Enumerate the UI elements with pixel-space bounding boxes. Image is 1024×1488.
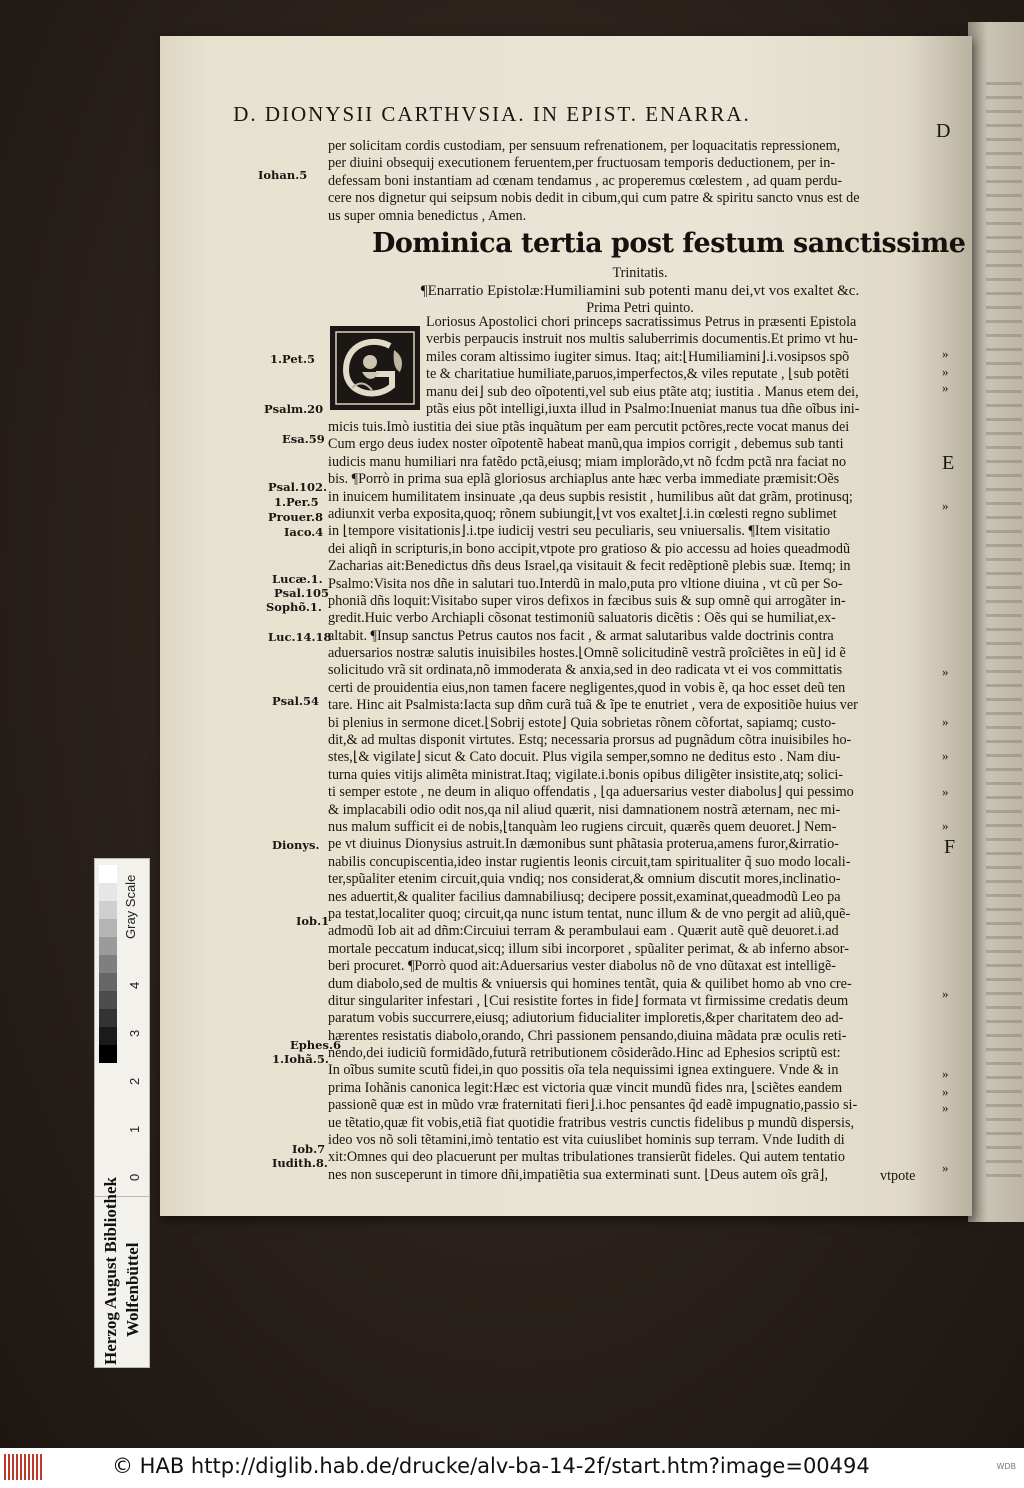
margin-note: 1.Pet.5	[270, 352, 315, 366]
text-line: turna quies vitijs alimẽta ministrat.Itaq; vigilate.i.bonis opibus diligẽter insistite,atq; solici-	[328, 766, 844, 783]
gray-swatch	[99, 937, 117, 955]
quote-mark: »	[942, 714, 949, 729]
text-line: gredit.Huic verbo Archiapli cõsonat testimoniũ saluatoris dicẽtis : Oẽs qui se humiliat,ex-	[328, 610, 836, 627]
text-line: adiunxit verba exposita,quoq; rõnem subiungit,⌊vt vos exaltet⌋.i.in cœlesti regno sublimet	[328, 505, 837, 522]
text-line: iudicis manu humiliari nra fatẽdo pctã,eiusq; miam implorãdo,vt nõ fcdm pctã nra faciat no	[328, 453, 847, 470]
margin-note: Lucæ.1.	[272, 572, 323, 586]
quote-mark: »	[942, 380, 949, 395]
text-line: per solicitam cordis custodiam, per sensuum refrenationem, per loquacitatis repressionem,	[328, 138, 841, 154]
text-line: verbis perpaucis instruit nos multis saluberrimis documentis.Et primo vt hu-	[426, 331, 858, 348]
initial-side-text	[426, 314, 946, 418]
hab-logo-icon	[4, 1454, 46, 1482]
text-line: dum diabolo,sed de multis & vniuersis qui homines tentãt, quia & quilibet homo ab vno cre-	[328, 975, 852, 992]
margin-note: 1.Iohã.5.	[272, 1052, 329, 1066]
margin-note: Sophõ.1.	[266, 600, 322, 614]
ruler-number: 2	[127, 1077, 142, 1085]
text-line: per diuini obsequij executionem feruentem,per fructuosam temporis deductionem, per in-	[328, 155, 836, 172]
text-line: pe vt diuinus Dionysius astruit.In dæmonibus sunt phãtasia proterua,amens furor,&irratio-	[328, 836, 839, 853]
ruler-labels	[121, 859, 149, 1197]
gray-swatch	[99, 919, 117, 937]
gray-swatch	[99, 901, 117, 919]
text-line: in inuicem humilitatem insinuate ,qa deus supbis resistit , humilibus aũt dat grãm, protinusq;	[328, 488, 853, 505]
text-line: Psalmo:Visita nos dñe in salutari tuo.Interdũ in malo,puta pro vltione diuina , vt cũ per So-	[328, 575, 843, 592]
intro-text	[328, 138, 940, 225]
text-line: bi plenius in sermone dicet.⌊Sobrij estote⌋ Quia sobrietas rõnem cõfortat, sapiamq; custo-	[328, 714, 836, 731]
text-line: ti semper estote , ne deum in aliquo offendatis , ⌊qa aduersarius vester diabolus⌋ qui pessimo	[328, 784, 854, 801]
gray-scale-label: Gray Scale	[123, 874, 138, 939]
main-body-text	[328, 419, 946, 1184]
margin-note: Dionys.	[272, 838, 320, 852]
text-line: xit:Omnes qui deo placuerunt per multas tribulationes transierũt fideles. Qui autem tentatio	[328, 1149, 845, 1166]
gray-swatch	[99, 865, 117, 883]
text-line: ditur singulariter infestari , ⌊Cui resistite fortes in fide⌋ formata vt firmissime credatis deum	[328, 992, 849, 1009]
text-line: altabit. ¶Insup sanctus Petrus cautos nos facit , & armat salutaribus valde doctrinis contra	[328, 627, 834, 644]
section-title: Dominica tertia post festum sanctissime	[372, 228, 966, 259]
margin-note: Iaco.4	[284, 525, 324, 539]
quote-mark: »	[942, 364, 949, 379]
text-line: & implacabili odio odit nos,qa nil aliud quærit, nisi damnationem nostrã æternam, nec mi-	[328, 801, 841, 818]
library-label-strip	[94, 1177, 150, 1368]
text-line: passionẽ quæ est in mũdo vræ fraternitati fieri⌋.i.hoc pensantes q̃d eadẽ impugnatio,passio si-	[328, 1097, 858, 1114]
margin-note: Psal.54	[272, 694, 319, 708]
text-line: ue tẽtatio,quæ fit vobis,etiã fiat quotidie fratribus vestris cunctis fidelibus p mundũ dispersis,	[328, 1114, 855, 1131]
text-line: hærentes resistatis diabolo,orando, Chri passionem pensando,diuina mãdata præ oculis reti-	[328, 1027, 847, 1044]
quote-mark: »	[942, 346, 949, 361]
margin-note: Psal.105	[274, 586, 329, 600]
margin-note: Iohan.5	[258, 168, 308, 182]
epistle-subtitle: ¶Enarratio Epistolæ:Humiliamini sub potenti manu dei,vt vos exaltet &c.	[420, 283, 860, 299]
text-line: nes non susceperunt in timore dñi,impatiẽtia sua exterminati sunt. ⌊Deus autem oĩs grã⌋,	[328, 1166, 829, 1183]
text-line: certi de prouidentia eius,non tamen facere negligentes,quod in vobis ẽ, qa hoc esset deũ ten	[328, 679, 846, 696]
text-line: solicitudo vrã sit ordinata,nõ immoderata & anxia,sed in deo radicata vt ei vos committatis	[328, 662, 843, 679]
gray-swatch	[99, 955, 117, 973]
text-line: bis. ¶Porrò in prima sua eplã gloriosus archiaplus ante hæc verba immediate præmisit:Oẽs	[328, 471, 840, 488]
facing-page-text	[986, 82, 1022, 1182]
text-line: manu dei⌋ sub deo oĩpotenti,vel sub eius ptãte atq; iustitia . Manus etem dei,	[426, 383, 859, 400]
signature-letter-e: E	[942, 452, 955, 474]
quote-mark: »	[942, 1160, 949, 1175]
footer-credit-url[interactable]: © HAB http://diglib.hab.de/drucke/alv-ba-14-2f/start.htm?image=00494	[112, 1454, 870, 1478]
quote-mark: »	[942, 1100, 949, 1115]
text-line: us super omnia benedictus , Amen.	[328, 207, 527, 224]
text-line: phoniã dñs loquit:Visitabo super viros defixos in fæcibus suis & sup omnẽ qui arrogãter in-	[328, 592, 846, 609]
text-line: cere nos dignetur qui seipsum nobis dedit in cibum,qui cum patre & spiritu sancto vnus est de	[328, 190, 860, 207]
margin-note: Psal.102.	[268, 480, 327, 494]
quote-mark: »	[942, 1084, 949, 1099]
gray-swatch	[99, 973, 117, 991]
text-line: stes,⌊& vigilate⌋ sicut & Cato docuit. Plus vigila semper,somno ne deditus esto . Nam diu-	[328, 749, 841, 766]
gray-swatch	[99, 883, 117, 901]
signature-letter-f: F	[944, 836, 956, 858]
text-line: defessam boni instantiam ad cœnam tendamus , ac properemus cœlestem , ad quam perdu-	[328, 172, 843, 189]
margin-note: Iob.1	[296, 914, 330, 928]
library-name: Herzog August Bibliothek	[101, 1177, 120, 1365]
quote-mark: »	[942, 748, 949, 763]
gray-scale-bar	[99, 865, 117, 1191]
text-line: nes aduertit,& qualiter facilius damnabiliusq; decipere possit,examinat,queadmodũ Leo pa	[328, 888, 841, 905]
margin-note: Iob.7	[292, 1142, 326, 1156]
gray-swatch	[99, 991, 117, 1009]
text-line: aduersarios nostræ salutis inuisibiles hostes.⌊Omnẽ solicitudinẽ vestrã proĩciẽtes in eũ⌋ id ẽ	[328, 645, 846, 662]
gray-scale-ruler	[94, 858, 150, 1198]
gray-swatch	[99, 1045, 117, 1063]
text-line: ter,spũaliter etenim circuit,quia vndiq; nos considerat,& omnium discutit mores,inclinatio-	[328, 871, 841, 888]
text-line: miles coram altissimo iugiter simus. Itaq; ait:⌊Humiliamini⌋.i.vosipsos spõ	[426, 348, 850, 365]
text-line: paratum vobis succurrere,eiusq; adiutorium fiducialiter imploretis,&per charitatem deo ad-	[328, 1010, 844, 1027]
text-line: ideo vos nõ soli tẽtamini,imò tentatio est vita cuiuslibet hominis sup terram. Vnde Iudith di	[328, 1132, 845, 1149]
decorated-initial-g	[330, 326, 420, 410]
text-line: dei aliqñ in scripturis,in bono accipit,vtpote pro gratioso & pio accessu ad hoies queadmodũ	[328, 540, 851, 557]
text-line: Cum ergo deus iudex noster oĩpotentẽ habeat manũ,qua impios corrigit , debemus sub tanti	[328, 436, 844, 453]
ruler-number: 0	[127, 1173, 142, 1181]
initial-ornament-icon	[332, 328, 418, 408]
section-title-line2: Trinitatis.	[612, 265, 668, 281]
text-line: prima Iohãnis canonica legit:Hæc est victoria quæ vincit mundũ fides nra, ⌊sciẽtes eandem	[328, 1079, 843, 1096]
footer-tiny-mark: WDB	[996, 1462, 1016, 1471]
margin-note: Ephes.6	[290, 1038, 341, 1052]
text-line: Zacharias ait:Benedictus dñs deus Israel,qa visitauit & fecit redẽptionẽ plebis suæ. Itemq; in	[328, 558, 851, 575]
ruler-number: 1	[127, 1125, 142, 1133]
quote-mark: »	[942, 664, 949, 679]
margin-note: Iudith.8.	[272, 1156, 328, 1170]
text-line: micis tuis.Imò iustitia dei siue ptãs inquãtum per eam percutit pctõres,recte vocat manus dei	[328, 419, 850, 435]
text-line: ptãs eius põt intelligi,iuxta illud in Psalmo:Inueniat manus tua dñe oĩbus ini-	[426, 400, 860, 417]
text-line: dit,& ad multas disponit virtutes. Estq; necessaria prorsus ad pugnãdum cõtra inuisibiles ho-	[328, 732, 852, 749]
facing-page	[968, 22, 1024, 1222]
text-line: beri procuret. ¶Porrò quod ait:Aduersarius vester diabolus nõ de vno dũtaxat est intelligẽ-	[328, 958, 836, 975]
ruler-number: 3	[127, 1029, 142, 1037]
text-line: In oĩbus sumite scutũ fidei,in quo possitis oĩa tela nequissimi ignea extinguere. Vnde & in	[328, 1062, 839, 1079]
text-line: pa testat,localiter quoq; circuit,qa nunc istum tentat, nunc illum & de vno pergit ad aliũ,quẽ-	[328, 905, 851, 922]
text-line: Loriosus Apostolici chori princeps sacratissimus Petrus in præsenti Epistola	[426, 314, 857, 330]
margin-note: Luc.14.18	[268, 630, 332, 644]
quote-mark: »	[942, 818, 949, 833]
catchword: vtpote	[880, 1168, 916, 1184]
text-line: nabilis concupiscentia,ideo instar rugientis leonis circuit,tam spiritualiter q̃ suo modo locali-	[328, 853, 851, 870]
quote-mark: »	[942, 986, 949, 1001]
ruler-number: 4	[127, 981, 142, 989]
quote-mark: »	[942, 498, 949, 513]
margin-note: Psalm.20	[264, 402, 324, 416]
running-head: D. DIONYSII CARTHVSIA. IN EPIST. ENARRA.	[233, 102, 751, 126]
text-line: in ⌊tempore visitationis⌋.i.tpe iudicij vestri seu peculiaris, seu vniuersalis. ¶Item visitatio	[328, 523, 831, 540]
margin-note: 1.Per.5	[274, 495, 319, 509]
margin-note: Esa.59	[282, 432, 325, 446]
gray-swatch	[99, 1027, 117, 1045]
quote-mark: »	[942, 1066, 949, 1081]
text-line: nendo,dei iudiciũ formidãdo,futurã retributionem cõsiderãdo.Hinc ad Ephesios scriptũ est:	[328, 1045, 841, 1062]
library-city: Wolfenbüttel	[123, 1242, 142, 1337]
text-line: nus malum sufficit ei de nobis,⌊tanquàm leo rugiens circuit, quærẽs quem deuoret.⌋ Nem-	[328, 818, 837, 835]
text-line: tare. Hinc ait Psalmista:Iacta sup dñm curã tuã & ĩpe te enutriet , vera de expositiõe huius ver	[328, 697, 858, 714]
footer-bar	[0, 1448, 1024, 1488]
quote-mark: »	[942, 784, 949, 799]
text-line: admodũ Iob ait ad dñm:Circuiui terram & perambulaui eam . Quærit autẽ quẽ deuoret.i.ad	[328, 923, 839, 940]
signature-letter-d: D	[936, 120, 951, 142]
text-line: te & charitatiue humiliate,paruos,imperfectos,& viles reputate , ⌊sub potẽti	[426, 366, 850, 383]
epistle-subtitle-line2: Prima Petri quinto.	[586, 300, 694, 316]
text-line: mortale peccatum inducat,sicq; illum sibi incorporet , spũaliter perimat, & ab inferno absor-	[328, 940, 849, 957]
gray-swatch	[99, 1009, 117, 1027]
margin-note: Prouer.8	[268, 510, 324, 524]
